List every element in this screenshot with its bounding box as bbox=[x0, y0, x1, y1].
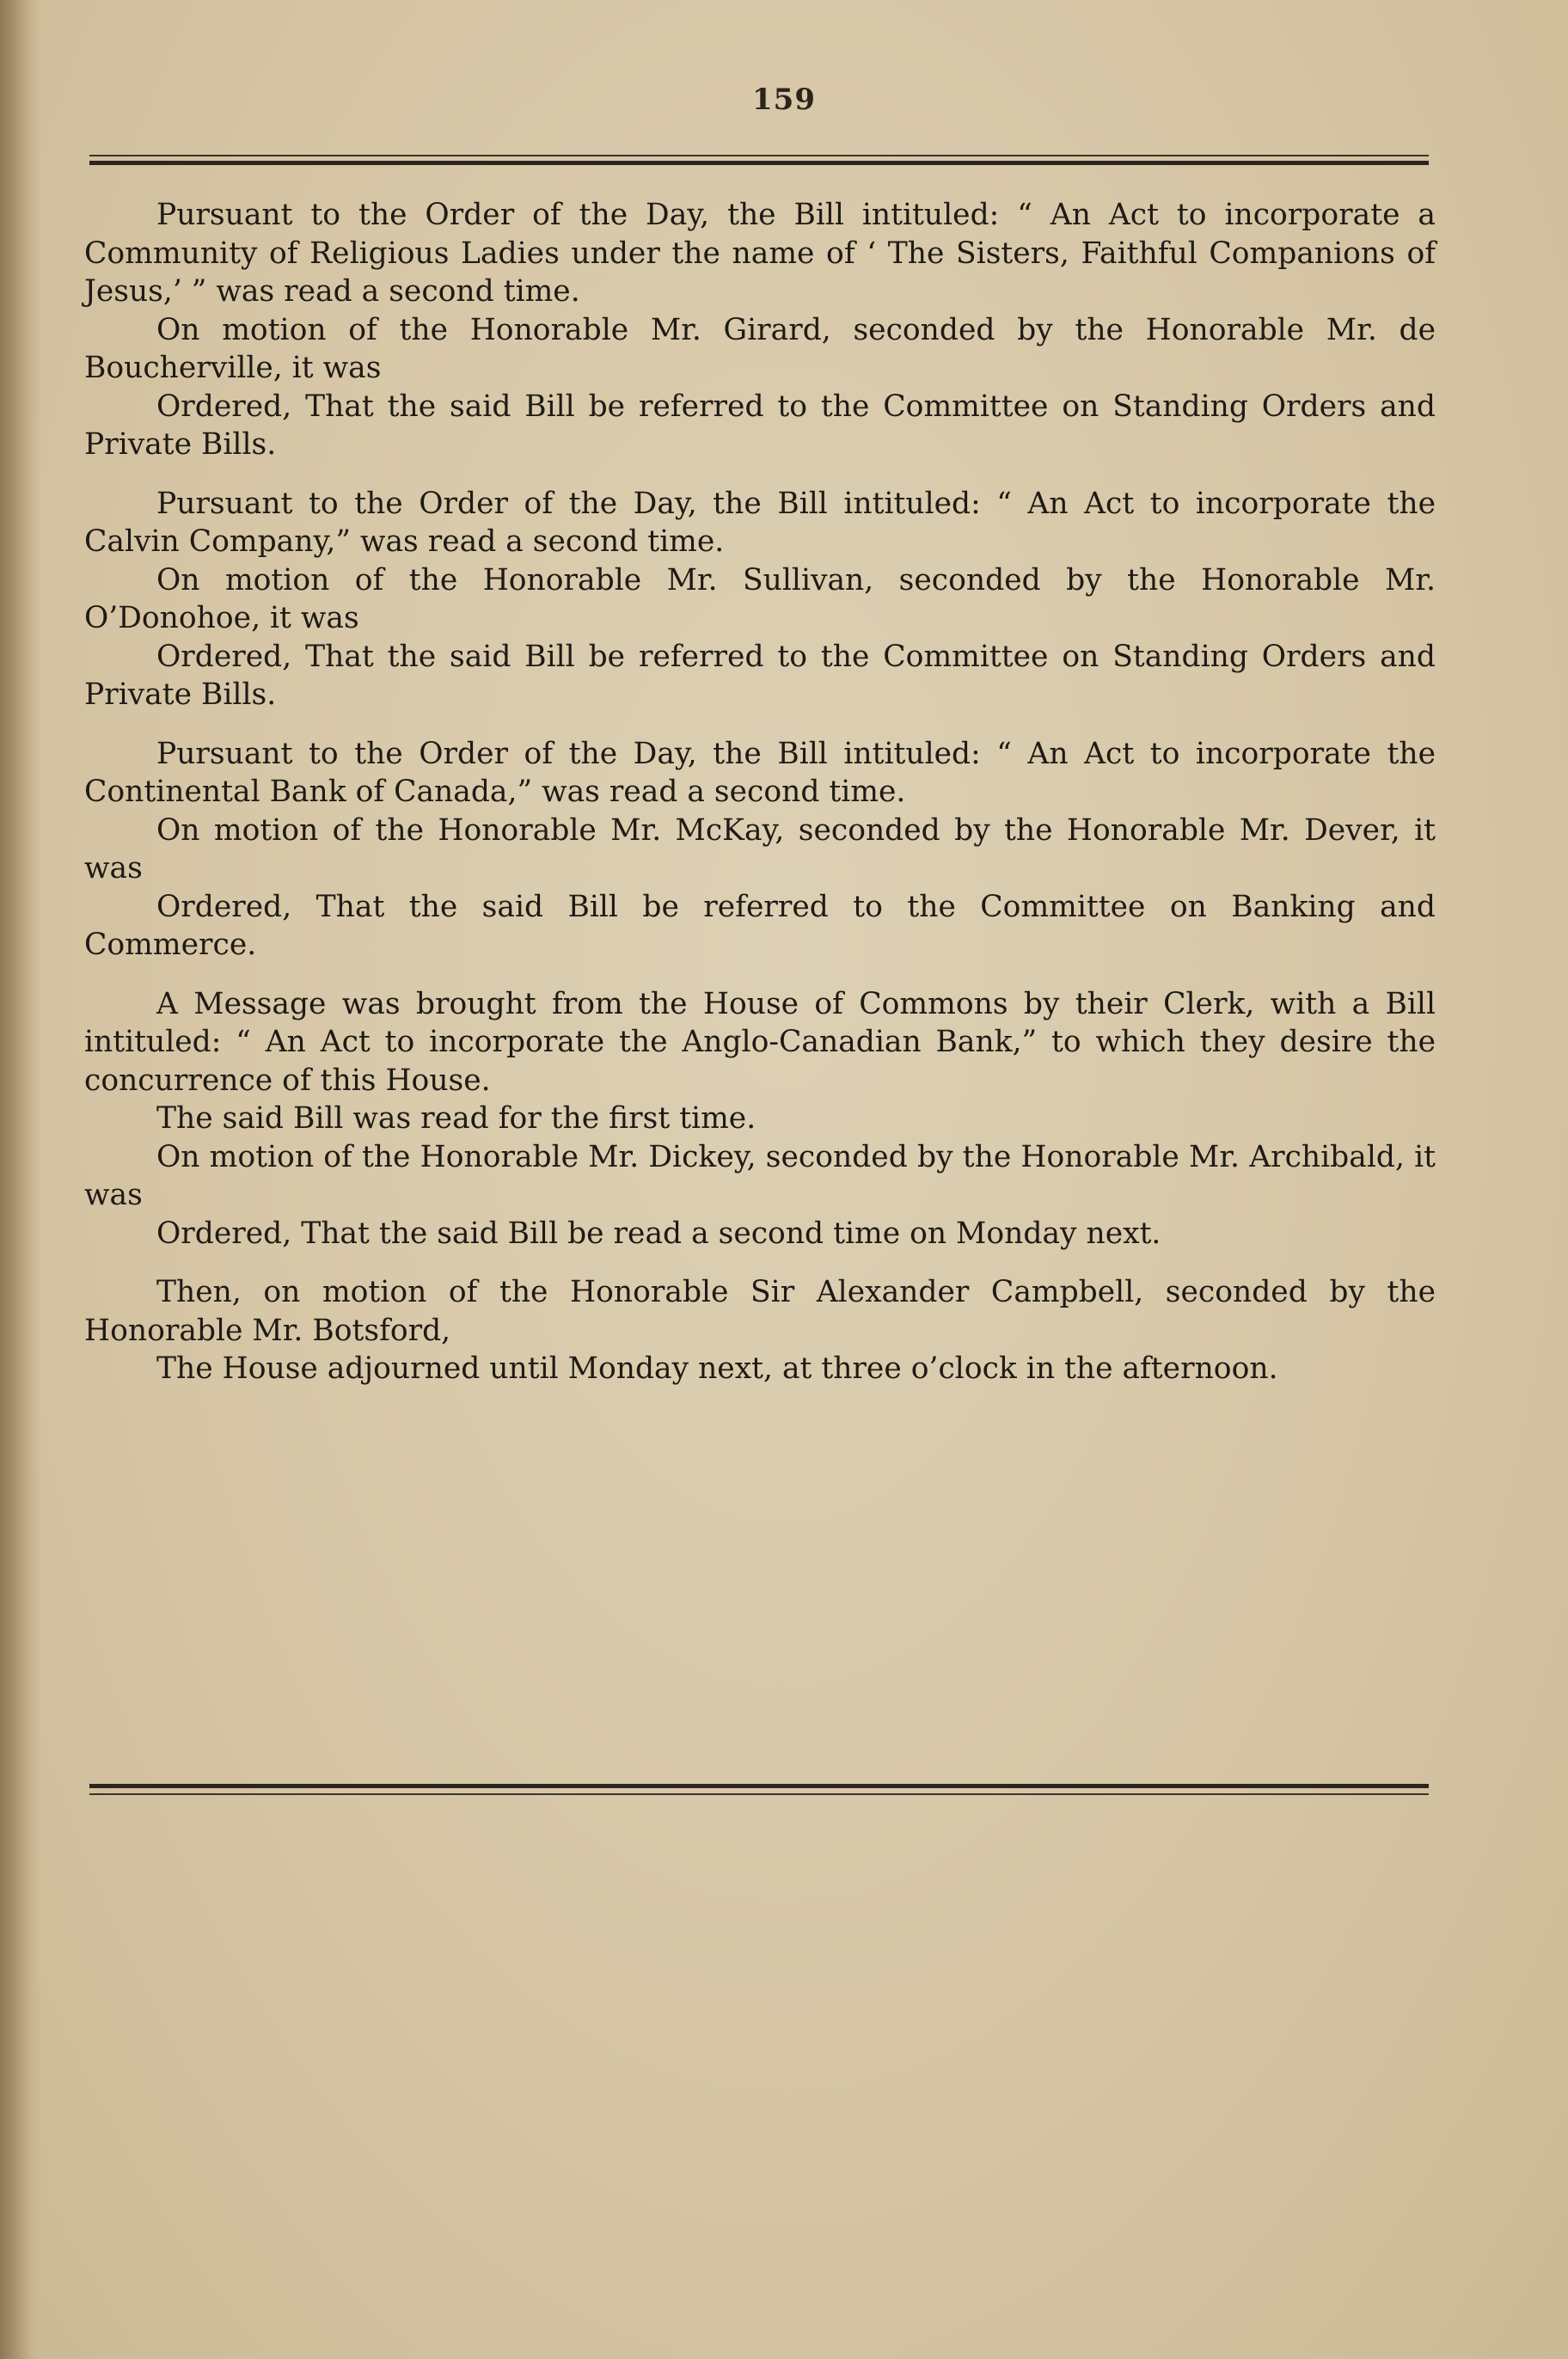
entry-calvin-company bbox=[84, 485, 1436, 714]
entry-paragraph: Ordered, That the said Bill be referred to the Committee on Banking and Commerce. bbox=[84, 889, 1436, 962]
entry-paragraph: Pursuant to the Order of the Day, the Bill intituled: “ An Act to incorporate the Calvin Company,” was read a second time. bbox=[84, 486, 1436, 559]
entry-paragraph: On motion of the Honorable Mr. McKay, seconded by the Honorable Mr. Dever, it was bbox=[84, 812, 1436, 885]
entry-anglo-canadian-bank bbox=[84, 985, 1436, 1253]
entry-adjournment bbox=[84, 1273, 1436, 1388]
entry-paragraph: Ordered, That the said Bill be referred to the Committee on Standing Orders and Private Bills. bbox=[84, 389, 1436, 462]
journal-body bbox=[84, 196, 1436, 1388]
entry-continental-bank bbox=[84, 735, 1436, 965]
header-rule bbox=[89, 155, 1429, 165]
entry-paragraph: On motion of the Honorable Mr. Dickey, seconded by the Honorable Mr. Archibald, it was bbox=[84, 1139, 1436, 1212]
entry-paragraph: Ordered, That the said Bill be referred to the Committee on Standing Orders and Private Bills. bbox=[84, 639, 1436, 712]
entry-sisters-faithful-companions bbox=[84, 196, 1436, 464]
entry-paragraph: Ordered, That the said Bill be read a second time on Monday next. bbox=[156, 1216, 1161, 1251]
entry-paragraph: The said Bill was read for the first time. bbox=[156, 1101, 756, 1136]
page-binding-shadow bbox=[0, 0, 41, 2359]
footer-rule bbox=[89, 1784, 1429, 1795]
entry-paragraph: Then, on motion of the Honorable Sir Alexander Campbell, seconded by the Honorable Mr. Botsford, bbox=[84, 1275, 1436, 1348]
entry-paragraph: On motion of the Honorable Mr. Girard, seconded by the Honorable Mr. de Boucherville, it was bbox=[84, 312, 1436, 385]
entry-paragraph: A Message was brought from the House of Commons by their Clerk, with a Bill intituled: “ An Act to incorporate the Anglo-Canadian Bank,” to which they desire the concurrence of this House. bbox=[84, 986, 1436, 1098]
entry-paragraph: The House adjourned until Monday next, at three o’clock in the afternoon. bbox=[156, 1351, 1278, 1386]
entry-paragraph: Pursuant to the Order of the Day, the Bill intituled: “ An Act to incorporate a Community of Religious Ladies under the name of ‘ The Sisters, Faithful Companions of Jesus,’ ” was read a second time. bbox=[84, 198, 1436, 309]
entry-paragraph: Pursuant to the Order of the Day, the Bill intituled: “ An Act to incorporate the Continental Bank of Canada,” was read a second time. bbox=[84, 736, 1436, 809]
entry-paragraph: On motion of the Honorable Mr. Sullivan, seconded by the Honorable Mr. O’Donohoe, it was bbox=[84, 562, 1436, 635]
page-number: 159 bbox=[752, 83, 816, 117]
